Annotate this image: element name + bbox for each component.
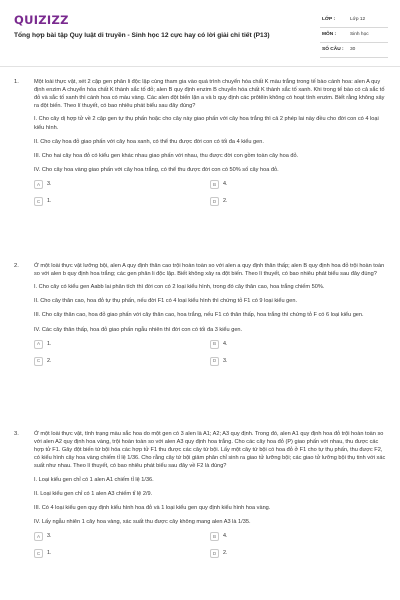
option-letter-box: B — [210, 180, 219, 189]
question-1 — [14, 78, 386, 207]
meta-value: 30 — [350, 46, 356, 52]
meta-row-count — [320, 43, 388, 58]
option-d[interactable] — [210, 549, 386, 559]
option-text: 3. — [47, 181, 52, 188]
option-d[interactable] — [210, 197, 386, 207]
question-2 — [14, 262, 386, 367]
option-d[interactable] — [210, 357, 386, 367]
meta-row-subject — [320, 28, 388, 43]
statement: II. Cho cây hoa đỏ giao phấn với cây hoa xanh, có thể thu được đời con có tối đa 4 kiểu gen. — [34, 138, 264, 145]
option-c[interactable] — [34, 197, 210, 207]
option-c[interactable] — [34, 549, 210, 559]
option-letter-box: B — [210, 532, 219, 541]
meta-table — [320, 13, 388, 58]
option-letter-box: A — [34, 532, 43, 541]
statement: I. Loại kiểu gen chỉ có 1 alen A1 chiếm tỉ lệ 1/36. — [34, 476, 154, 483]
statement: I. Cho cây dị hợp tử về 2 cặp gen tự thụ phấn hoặc cho cây này giao phấn với cây hoa trắng thì cả 2 phép lai này đều cho đời con có 4 loại kiểu hình. — [34, 116, 379, 131]
option-text: 2. — [223, 198, 228, 205]
statement: III. Cho hai cây hoa đỏ có kiểu gen khác nhau giao phấn với nhau, thu được đời con gồm toàn cây hoa đỏ. — [34, 152, 299, 159]
statement: III. Cho cây thân cao, hoa đỏ giao phấn với cây thân cao, hoa trắng, nếu F1 có thân thấp, hoa trắng thì chứng tỏ F có 6 loại kiểu gen. — [34, 312, 364, 319]
question-text: Một loài thực vật, xét 2 cặp gen phân li độc lập cùng tham gia vào quá trình chuyển hóa chất K màu trắng trong tế bào cánh hoa: alen A quy định enzim A chuyển hóa chất K thành sắc tố đỏ; alen B quy định enzim B chuyển hóa chất K thành sắc tố xanh. Khi trong tế bào có cả sắc tố đỏ và sắc tố xanh thì cánh hoa có màu vàng. Các alen đột biến lặn a và b quy định các prôtêin không có hoạt tính enzim. Biết rằng không xảy ra đột biến. Theo lí thuyết, có bao nhiêu phát biểu sau đây đúng? — [34, 79, 385, 110]
meta-value: Sinh học — [350, 31, 369, 37]
statement: II. Cho cây thân cao, hoa đỏ tự thụ phấn, nếu đời F1 có 4 loại kiểu hình thì chứng tỏ F1 có 9 loại kiểu gen. — [34, 298, 298, 305]
worksheet-title: Tổng hợp bài tập Quy luật di truyền - Sinh học 12 cực hay có lời giải chi tiết (P13) — [14, 32, 270, 39]
meta-row-class — [320, 13, 388, 28]
answer-options — [34, 340, 386, 367]
option-text: 1. — [47, 198, 52, 205]
question-number: 3. — [14, 431, 19, 437]
answer-options — [34, 180, 386, 207]
option-letter-box: A — [34, 180, 43, 189]
option-letter-box: D — [210, 357, 219, 366]
meta-label: MÔN : — [322, 31, 337, 37]
option-letter-box: D — [210, 549, 219, 558]
question-text: Ở một loài thực vật lưỡng bội, alen A quy định thân cao trội hoàn toàn so với alen a quy định thân thấp; alen B quy định hoa đỏ trội hoàn toàn so với alen b quy định hoa trắng; các gen phân li độc lập. Biết không xảy ra đột biến. Theo lí thuyết, có bao nhiêu phát biểu sau đây đúng? — [34, 263, 385, 278]
option-letter-box: C — [34, 549, 43, 558]
statement: IV. Cho cây hoa vàng giao phấn với cây hoa trắng, có thể thu được đời con có 50% số cây hoa đỏ. — [34, 166, 279, 173]
meta-label: LỚP : — [322, 16, 336, 22]
option-b[interactable] — [210, 340, 386, 350]
option-letter-box: B — [210, 340, 219, 349]
meta-value: Lớp 12 — [350, 16, 366, 22]
option-text: 4. — [223, 181, 228, 188]
statement: IV. Lấy ngẫu nhiên 1 cây hoa vàng, xác suất thu được cây không mang alen A3 là 1/35. — [34, 518, 251, 525]
option-text: 3. — [47, 533, 52, 540]
question-text: Ở một loài thực vật, tính trạng màu sắc hoa do một gen có 3 alen là A1; A2; A3 quy định. Trong đó, alen A1 quy định hoa đỏ trội hoàn toàn so với alen A2 quy định hoa vàng, trội hoàn toàn so với alen A3 quy định hoa trắng. Cho các cây hoa đỏ (P) giao phấn với nhau, thu được các hợp tử F1. Gây đột biến tứ bội hóa các hợp tử F1 thu được các cây tứ bội. Lấy một cây tứ bội có hoa đỏ ở F1 cho tự thụ phấn, thu được F2, có kiểu hình cây hoa vàng chiếm tỉ lệ 1/36. Cho rằng cây tứ bội giảm phân chỉ sinh ra giao tử lưỡng bội; các giao tử lưỡng bội thụ tinh với xác suất như nhau. Theo lí thuyết, có bao nhiêu phát biểu sau đây về F2 là đúng? — [34, 431, 386, 470]
statement: III. Có 4 loại kiểu gen quy định kiểu hình hoa đỏ và 1 loại kiểu gen quy định kiểu hình hoa vàng. — [34, 504, 271, 511]
option-b[interactable] — [210, 180, 386, 190]
option-text: 1. — [47, 340, 52, 347]
quizizz-logo: QUIZIZZ — [14, 13, 69, 27]
option-letter-box: D — [210, 197, 219, 206]
option-letter-box: C — [34, 197, 43, 206]
option-text: 4. — [223, 340, 228, 347]
option-letter-box: A — [34, 340, 43, 349]
statement: II. Loại kiểu gen chỉ có 1 alen A3 chiếm tỉ lệ 2/9. — [34, 490, 153, 497]
question-number: 2. — [14, 263, 19, 269]
option-text: 2. — [223, 550, 228, 557]
option-letter-box: C — [34, 357, 43, 366]
option-a[interactable] — [34, 532, 210, 542]
option-c[interactable] — [34, 357, 210, 367]
option-text: 3. — [223, 357, 228, 364]
option-text: 2. — [47, 357, 52, 364]
answer-options — [34, 532, 386, 559]
worksheet-header — [0, 0, 400, 62]
option-text: 1. — [47, 550, 52, 557]
header-divider — [0, 66, 400, 67]
option-a[interactable] — [34, 180, 210, 190]
statement: IV. Các cây thân thấp, hoa đỏ giao phấn ngẫu nhiên thì đời con có tối đa 3 kiểu gen. — [34, 326, 243, 333]
option-b[interactable] — [210, 532, 386, 542]
question-3 — [14, 430, 386, 559]
question-number: 1. — [14, 79, 19, 85]
meta-label: SỐ CÂU : — [322, 46, 344, 52]
statement: I. Cho cây có kiểu gen Aabb lai phân tích thì đời con có 2 loại kiểu hình, trong đó cây thân cao, hoa trắng chiếm 50%. — [34, 284, 325, 291]
option-text: 4. — [223, 533, 228, 540]
option-a[interactable] — [34, 340, 210, 350]
